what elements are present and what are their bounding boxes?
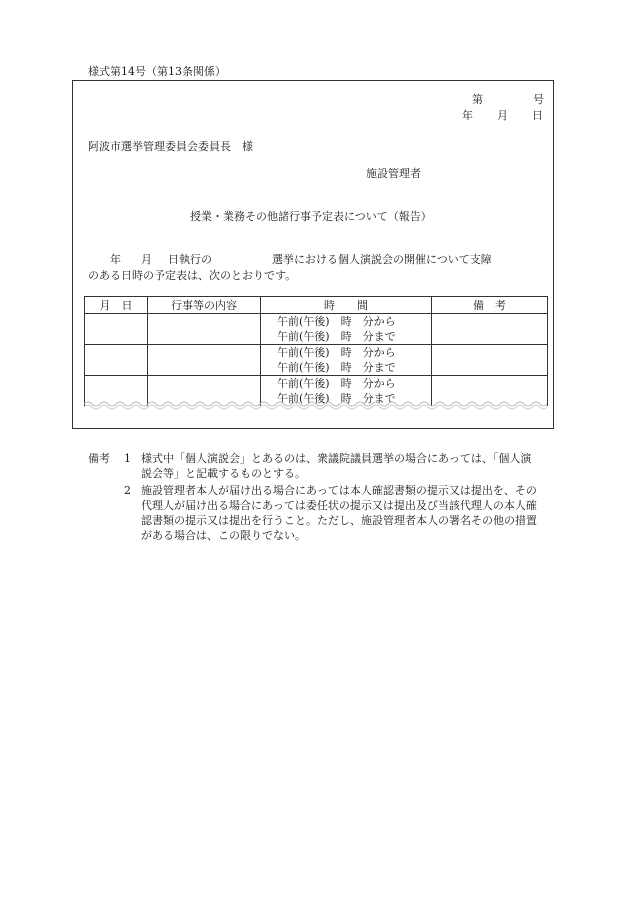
note-number: 2 bbox=[124, 484, 131, 497]
body-month: 月 bbox=[141, 253, 152, 266]
sender: 施設管理者 bbox=[366, 167, 421, 180]
form-number: 様式第14号（第13条関係） bbox=[88, 65, 226, 78]
col-header-event: 行事等の内容 bbox=[148, 297, 261, 314]
document-title: 授業・業務その他諸行事予定表について（報告） bbox=[190, 210, 432, 223]
date-day: 日 bbox=[532, 109, 543, 122]
addressee: 阿波市選挙管理委員会委員長 様 bbox=[88, 140, 253, 153]
number-label: 第 bbox=[472, 93, 483, 106]
table-header-row bbox=[85, 297, 548, 314]
body-line-2: のある日時の予定表は、次のとおりです。 bbox=[88, 269, 297, 282]
event-cell bbox=[148, 345, 261, 376]
date-cell bbox=[85, 314, 148, 345]
note-item-2 bbox=[88, 483, 548, 543]
note-text: 様式中「個人演説会」とあるのは、衆議院議員選挙の場合にあっては、「個人演説会等」と記載するものとする。 bbox=[141, 452, 532, 480]
notes-section bbox=[88, 451, 548, 543]
body-line-1 bbox=[88, 254, 492, 265]
time-cell bbox=[261, 345, 432, 376]
time-from: 午前(午後) 時 分から bbox=[277, 315, 396, 328]
notes-label: 備考 bbox=[88, 452, 110, 465]
date-cell bbox=[85, 345, 148, 376]
body-year: 年 bbox=[110, 253, 121, 266]
table-row bbox=[85, 345, 548, 376]
number-suffix: 号 bbox=[533, 93, 544, 106]
event-cell bbox=[148, 314, 261, 345]
time-to: 午前(午後) 時 分まで bbox=[277, 361, 396, 374]
time-to: 午前(午後) 時 分まで bbox=[277, 330, 396, 343]
date-year: 年 bbox=[462, 109, 473, 122]
col-header-date: 月 日 bbox=[85, 297, 148, 314]
note-item-1 bbox=[88, 451, 548, 481]
col-header-time: 時 間 bbox=[261, 297, 432, 314]
note-text: 施設管理者本人が届け出る場合にあっては本人確認書類の提示又は提出を、その代理人が届け出る場合にあっては委任状の提示又は提出及び当該代理人の本人確認書類の提示又は提出を行うこと。ただし、施設管理者本人の署名その他の措置がある場合は、この限りでない。 bbox=[141, 484, 537, 542]
remarks-cell bbox=[432, 345, 548, 376]
time-cell bbox=[261, 314, 432, 345]
col-header-remarks: 備 考 bbox=[432, 297, 548, 314]
time-to: 午前(午後) 時 分まで bbox=[277, 392, 396, 405]
remarks-cell bbox=[432, 314, 548, 345]
body-election-text: 選挙における個人演説会の開催について支障 bbox=[272, 253, 492, 266]
note-number: 1 bbox=[124, 452, 131, 465]
schedule-table bbox=[84, 296, 548, 406]
time-from: 午前(午後) 時 分から bbox=[277, 377, 396, 390]
time-from: 午前(午後) 時 分から bbox=[277, 346, 396, 359]
omission-wavy-line bbox=[84, 398, 547, 410]
body-execution: 日執行の bbox=[168, 253, 212, 266]
table-row bbox=[85, 314, 548, 345]
date-month: 月 bbox=[497, 109, 508, 122]
